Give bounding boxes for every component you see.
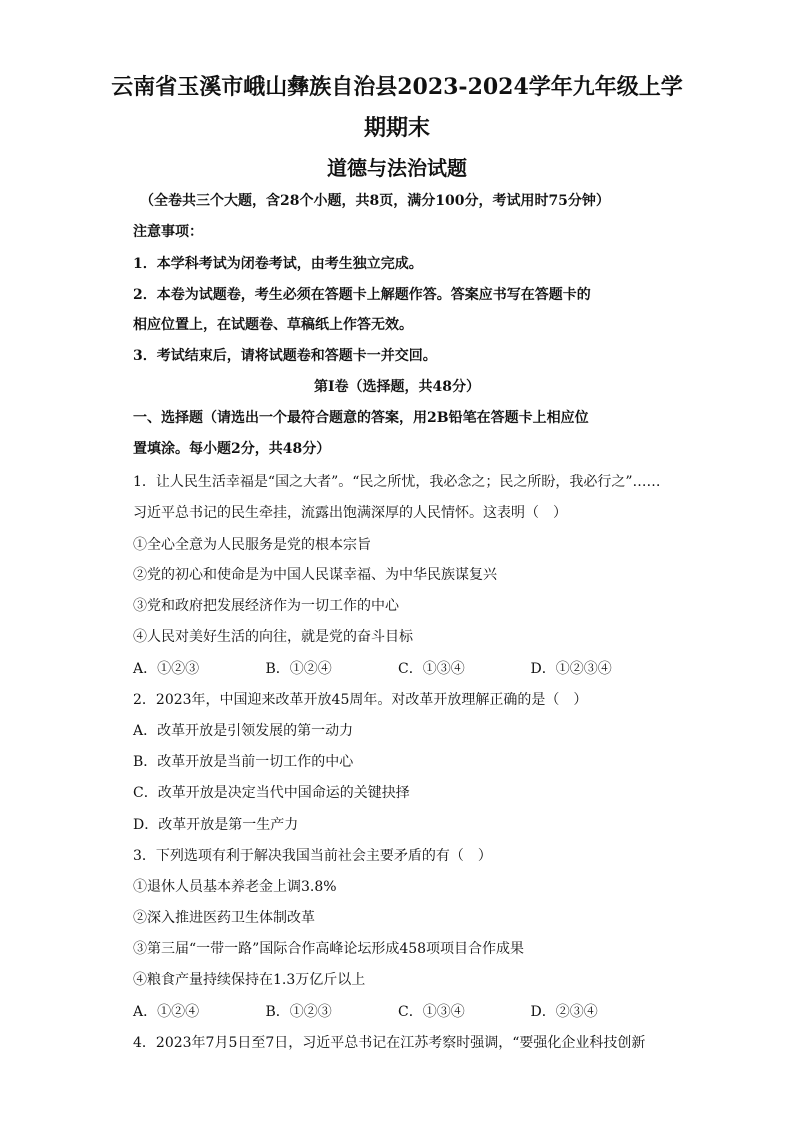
- notice-item: 1．本学科考试为闭卷考试，由考生独立完成。: [133, 256, 423, 272]
- section-instruction: 置填涂。每小题2分，共48分）: [133, 441, 331, 457]
- question-3-options: [133, 1002, 663, 1022]
- exam-title-line1: 云南省玉溪市峨山彝族自治县2023-2024学年九年级上学: [111, 74, 683, 100]
- exam-title-line2: 期期末: [363, 115, 430, 141]
- option-d[interactable]: D．①②③④: [530, 661, 612, 677]
- subject-title: 道德与法治试题: [327, 156, 467, 180]
- exam-info: （全卷共三个大题，含28个小题，共8页，满分100分，考试用时75分钟）: [140, 193, 610, 209]
- notice-heading: 注意事项：: [133, 224, 203, 240]
- option-a[interactable]: A．①②④: [133, 1004, 200, 1020]
- option-c[interactable]: C．①③④: [398, 661, 465, 677]
- option-c[interactable]: C．①③④: [398, 1004, 465, 1020]
- part1-title: 第Ⅰ卷（选择题，共48分）: [313, 379, 481, 395]
- option-c[interactable]: C．改革开放是决定当代中国命运的关键抉择: [133, 785, 410, 801]
- notice-item: 相应位置上，在试题卷、草稿纸上作答无效。: [133, 317, 413, 333]
- option-d[interactable]: D．改革开放是第一生产力: [133, 817, 299, 833]
- question-4-stem: 4．2023年7月5日至7日，习近平总书记在江苏考察时强调，“要强化企业科技创新: [133, 1035, 646, 1051]
- question-3-item: ④粮食产量持续保持在1.3万亿斤以上: [133, 972, 366, 988]
- option-b[interactable]: B．①②③: [265, 1004, 332, 1020]
- option-a[interactable]: A．①②③: [133, 661, 200, 677]
- question-3-stem: 3．下列选项有利于解决我国当前社会主要矛盾的有（ ）: [133, 848, 492, 864]
- question-1-item: ①全心全意为人民服务是党的根本宗旨: [133, 537, 371, 553]
- option-b[interactable]: B．①②④: [265, 661, 332, 677]
- question-1-item: ③党和政府把发展经济作为一切工作的中心: [133, 598, 399, 614]
- option-b[interactable]: B．改革开放是当前一切工作的中心: [133, 754, 354, 770]
- option-a[interactable]: A．改革开放是引领发展的第一动力: [133, 723, 354, 739]
- question-1-item: ④人民对美好生活的向往，就是党的奋斗目标: [133, 629, 413, 645]
- question-1-item: ②党的初心和使命是为中国人民谋幸福、为中华民族谋复兴: [133, 567, 497, 583]
- notice-item: 3．考试结束后，请将试题卷和答题卡一并交回。: [133, 348, 437, 364]
- option-d[interactable]: D．②③④: [530, 1004, 598, 1020]
- notice-item: 2．本卷为试题卷，考生必须在答题卡上解题作答。答案应书写在答题卡的: [133, 287, 591, 303]
- question-1-stem: 1．让人民生活幸福是“国之大者”。“民之所忧，我必念之；民之所盼，我必行之”……: [133, 474, 661, 490]
- question-3-item: ②深入推进医药卫生体制改革: [133, 910, 315, 926]
- section-instruction: 一、选择题（请选出一个最符合题意的答案，用2B铅笔在答题卡上相应位: [133, 410, 589, 426]
- question-3-item: ③第三届“一带一路”国际合作高峰论坛形成458项项目合作成果: [133, 941, 525, 957]
- question-1-stem: 习近平总书记的民生牵挂，流露出饱满深厚的人民情怀。这表明（ ）: [133, 505, 567, 521]
- question-1-options: [133, 659, 663, 679]
- question-3-item: ①退休人员基本养老金上调3.8%: [133, 879, 337, 895]
- question-2-stem: 2．2023年，中国迎来改革开放45周年。对改革开放理解正确的是（ ）: [133, 692, 588, 708]
